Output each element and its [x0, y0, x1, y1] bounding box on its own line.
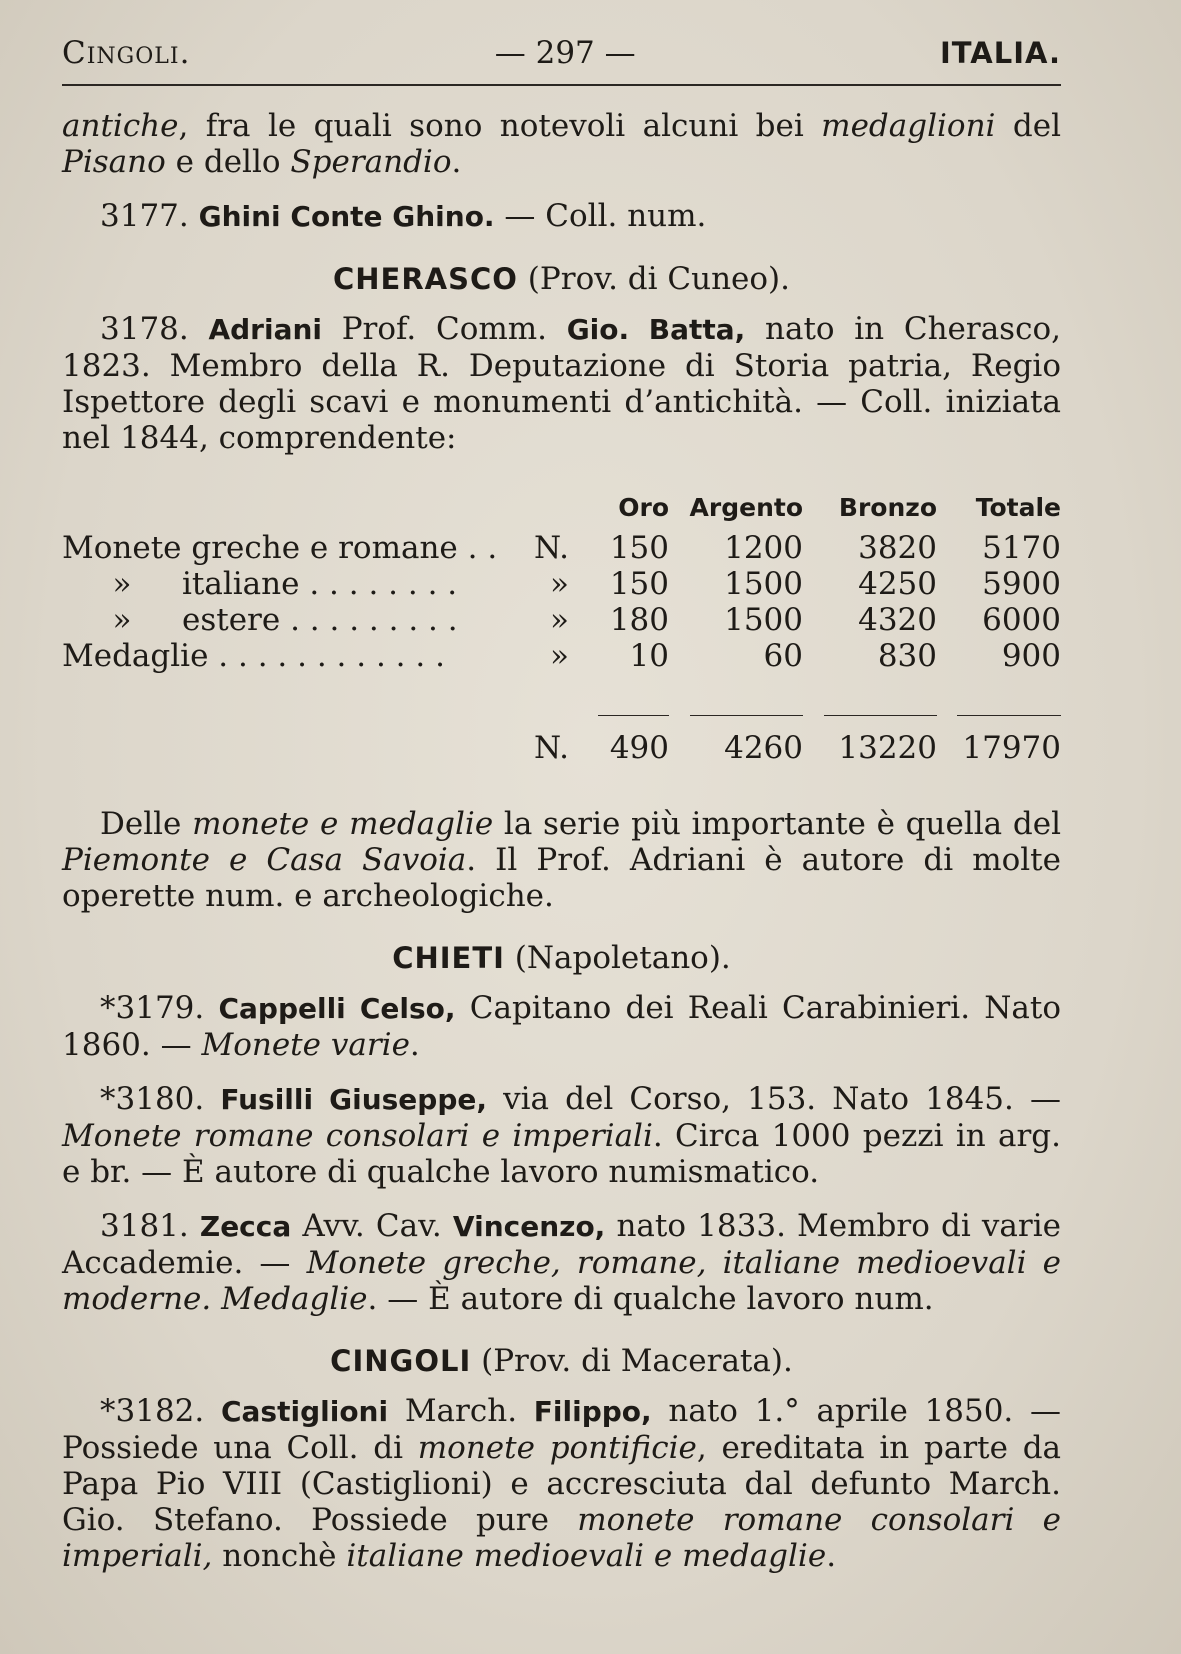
text-italic: Monete romane consolari e imperiali [62, 1118, 653, 1154]
cell-totale: 5900 [982, 566, 1061, 602]
entry-text: . [409, 1027, 420, 1063]
entry-text: . [826, 1538, 837, 1574]
row-prefix: » [550, 566, 569, 602]
text-italic: antiche [62, 108, 179, 144]
total-argento: 4260 [724, 730, 803, 766]
entry-3178 [62, 311, 1061, 456]
entry-3181 [62, 1208, 1061, 1317]
total-blank [62, 724, 534, 766]
entry-text: — Coll. num. [494, 198, 707, 234]
entry-text: nonchè [212, 1538, 347, 1574]
text-run: e dello [165, 144, 291, 180]
entry-text: . Circa 1000 pezzi in arg. e br. — È autore di qualche lavoro numismatico. [62, 1118, 1061, 1190]
table-row [62, 530, 1061, 566]
entry-3180 [62, 1081, 1061, 1190]
table-row [62, 638, 1061, 674]
cell-totale: 900 [1001, 638, 1061, 674]
section-title: CHIETI [392, 941, 505, 975]
row-label-cell [62, 566, 534, 602]
cell-oro: 150 [609, 566, 669, 602]
table-row [62, 566, 1061, 602]
section-note: (Prov. di Macerata). [471, 1343, 793, 1379]
entry-number: 3177. [100, 198, 199, 234]
total-oro: 490 [609, 730, 669, 766]
table-header-blank [534, 490, 585, 530]
section-title: CINGOLI [330, 1344, 472, 1378]
cell-bronzo: 4320 [858, 602, 937, 638]
entry-text: Prof. Comm. [322, 311, 567, 347]
sum-rule [669, 674, 803, 724]
rule-blank [534, 674, 585, 724]
text-italic: Piemonte e Casa Savoia [62, 842, 467, 878]
entry-text: nato 1833. Membro di varie Accademie. — [62, 1208, 1061, 1281]
entry-3182 [62, 1393, 1061, 1574]
entry-number: *3179. [100, 990, 219, 1026]
row-label-cell [62, 602, 534, 638]
collector-surname: Adriani [208, 313, 322, 346]
entry-text: March. [388, 1393, 534, 1429]
continued-paragraph [62, 108, 1061, 180]
row-prefix: » [550, 602, 569, 638]
cell-argento: 1500 [724, 566, 803, 602]
sum-rule [937, 674, 1061, 724]
text-italic: Monete varie [201, 1027, 410, 1063]
entry-text: via del Corso, 153. Nato 1845. — [487, 1081, 1061, 1117]
entry-number: *3180. [100, 1081, 221, 1117]
paragraph-series [62, 806, 1061, 914]
cell-argento: 60 [763, 638, 803, 674]
cell-oro: 180 [609, 602, 669, 638]
section-note: (Prov. di Cuneo). [517, 261, 791, 297]
column-header-bronzo: Bronzo [838, 493, 937, 522]
collector-surname: Castiglioni [220, 1395, 389, 1428]
column-header-totale: Totale [975, 493, 1061, 522]
collection-table [62, 490, 1061, 766]
section-note: (Napoletano). [504, 940, 731, 976]
entry-number: 3178. [100, 311, 209, 347]
text-run: del [995, 108, 1061, 144]
row-label: italiane . . . . . . . . [182, 566, 458, 602]
sum-rule [585, 674, 669, 724]
row-label: estere . . . . . . . . . [182, 602, 458, 638]
entry-text: nato in Cherasco, 1823. Membro della R. Deputazione di Storia patria, Regio Ispettore degli scavi e monumenti d’antichità. — Coll. iniziata nel 1844, comprendente: [62, 311, 1061, 456]
cell-bronzo: 3820 [858, 530, 937, 566]
total-prefix: N. [534, 730, 569, 766]
total-totale: 17970 [962, 730, 1061, 766]
text-italic: monete pontificie [417, 1430, 697, 1466]
collector-name: Cappelli Celso, [218, 992, 456, 1025]
text-run: . [451, 144, 462, 180]
page-number: — 297 — [494, 35, 636, 71]
text-italic: italiane medioevali e medaglie [346, 1538, 827, 1574]
table-row [62, 602, 1061, 638]
row-label: Monete greche e romane . . [62, 530, 498, 566]
cell-bronzo: 830 [877, 638, 937, 674]
entry-number: *3182. [100, 1393, 221, 1429]
text-italic: monete e medaglie [192, 806, 494, 842]
text-italic: Monete greche, romane, italiane medioevali e moderne. Medaglie [62, 1245, 1061, 1317]
entry-text: Avv. Cav. [291, 1208, 453, 1244]
entry-text: Capitano dei Reali Carabinieri. Nato 1860. — [62, 990, 1061, 1063]
table-header-row [62, 490, 1061, 530]
text-italic: medaglioni [821, 108, 996, 144]
collector-surname: Zecca [199, 1210, 292, 1243]
text-run: , fra le quali sono notevoli alcuni bei [178, 108, 822, 144]
total-row [62, 724, 1061, 766]
cell-totale: 6000 [982, 602, 1061, 638]
ditto-mark: » [112, 602, 132, 638]
cell-oro: 10 [629, 638, 669, 674]
column-header-argento: Argento [689, 493, 803, 522]
entry-text: , ereditata in parte da Papa Pio VIII (Castiglioni) e accresciuta dal defunto March. Gio. Stefano. Possiede pure [62, 1430, 1062, 1538]
body-text [62, 108, 1061, 1574]
section-chieti [62, 940, 1061, 976]
collector-name: Fusilli Giuseppe, [220, 1083, 487, 1116]
text-run: . Il Prof. Adriani è autore di molte operette num. e archeologiche. [62, 842, 1061, 914]
row-label: Medaglie . . . . . . . . . . . . [62, 638, 445, 674]
running-head [62, 28, 1061, 78]
text-italic: Pisano [62, 144, 166, 180]
header-rule [62, 84, 1061, 86]
collector-firstname: Gio. Batta, [566, 313, 746, 346]
collector-firstname: Filippo, [533, 1395, 652, 1428]
text-run: la serie più importante è quella del [493, 806, 1061, 842]
table-header-blank [62, 490, 534, 530]
collector-name: Ghini Conte Ghino. [198, 200, 495, 233]
row-prefix: » [550, 638, 569, 674]
section-cherasco [62, 261, 1061, 297]
entry-number: 3181. [100, 1208, 200, 1244]
cell-bronzo: 4250 [858, 566, 937, 602]
cell-argento: 1500 [724, 602, 803, 638]
sum-rule-row [62, 674, 1061, 724]
entry-3179 [62, 990, 1061, 1063]
text-italic: monete romane consolari e imperiali, [62, 1502, 1061, 1574]
sum-rule [803, 674, 937, 724]
running-head-right: ITALIA. [939, 36, 1061, 70]
running-head-left: Cingoli. [62, 35, 191, 71]
section-cingoli [62, 1343, 1061, 1379]
entry-3177 [62, 198, 1061, 235]
text-run: Delle [100, 806, 193, 842]
row-prefix: N. [534, 530, 569, 566]
column-header-oro: Oro [618, 493, 669, 522]
cell-totale: 5170 [982, 530, 1061, 566]
ditto-mark: » [112, 566, 132, 602]
total-bronzo: 13220 [838, 730, 937, 766]
section-title: CHERASCO [332, 262, 518, 296]
entry-text: nato 1.° aprile 1850. — Possiede una Coll. di [62, 1393, 1062, 1466]
rule-blank [62, 674, 534, 724]
cell-argento: 1200 [724, 530, 803, 566]
text-italic: Sperandio [290, 144, 452, 180]
collector-firstname: Vincenzo, [452, 1210, 606, 1243]
cell-oro: 150 [609, 530, 669, 566]
entry-text: . — È autore di qualche lavoro num. [367, 1281, 934, 1317]
